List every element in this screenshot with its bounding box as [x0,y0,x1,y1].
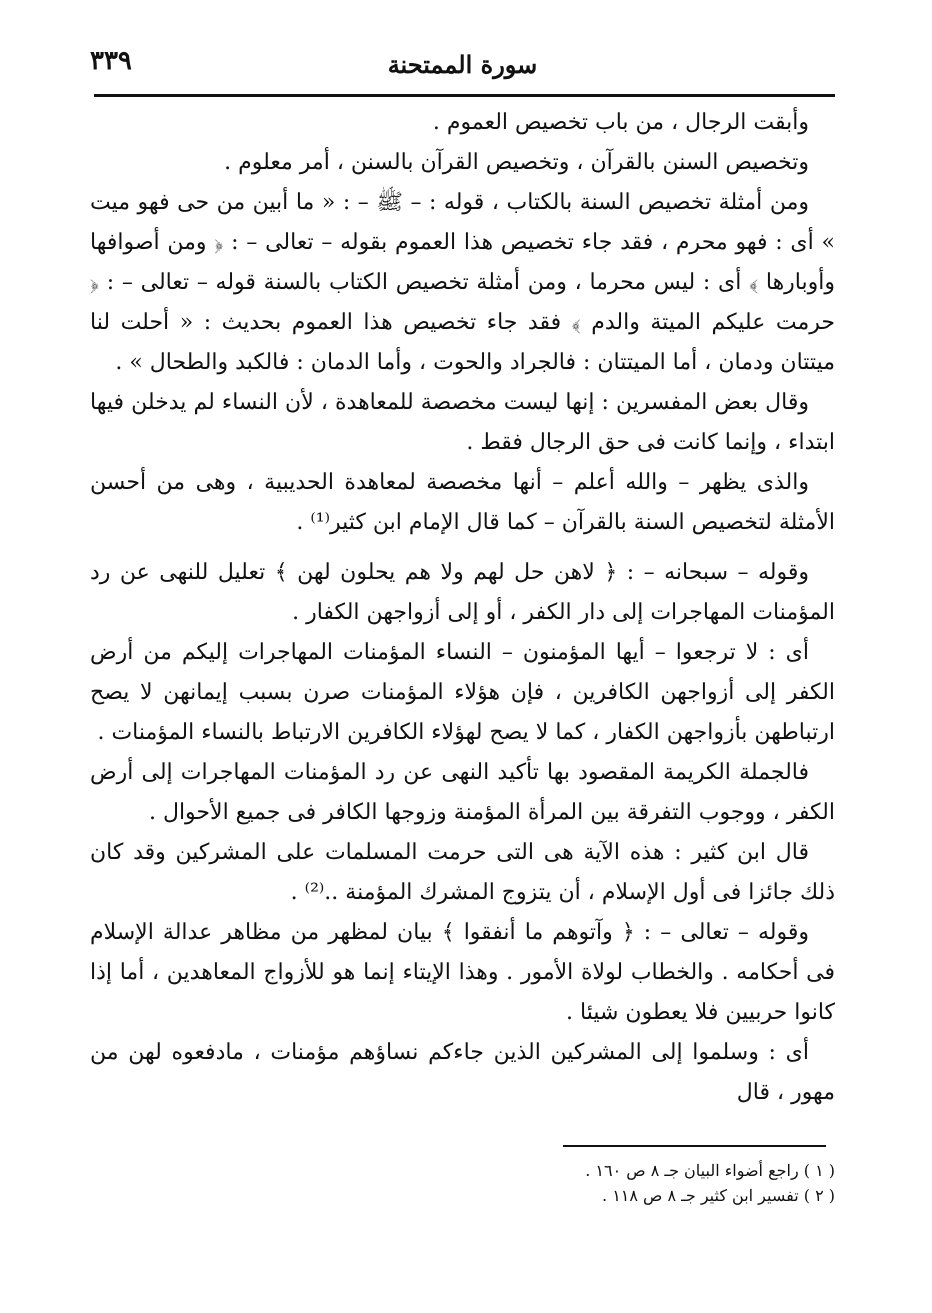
page-header [90,42,835,92]
paragraph: قال ابن كثير : هذه الآية هى التى حرمت المسلمات على المشركين وقد كان ذلك جائزا فى أول الإسلام ، أن يتزوج المشرك المؤمنة ..⁽²⁾ . [90,840,835,905]
paragraph: وأبقت الرجال ، من باب تخصيص العموم . [432,110,809,135]
paragraph: وقوله – تعالى – : ﴿ وآتوهم ما أنفقوا ﴾ بيان لمظهر من مظاهر عدالة الإسلام فى أحكامه . والخطاب لولاة الأمور . وهذا الإيتاء إنما هو للأزواج المعاهدين ، أما إذا كانوا حربيين فلا يعطون شيئا . [90,920,835,1025]
footnote-rule [563,1145,826,1147]
paragraph: والذى يظهر – والله أعلم – أنها مخصصة لمعاهدة الحديبية ، وهى من أحسن الأمثلة لتخصيص السنة بالقرآن – كما قال الإمام ابن كثير⁽¹⁾ . [90,470,835,535]
paragraph: أى : لا ترجعوا – أيها المؤمنون – النساء المؤمنات المهاجرات إليكم من أرض الكفر إلى أزواجهن الكافرين ، فإن هؤلاء المؤمنات صرن بسبب إيمانهن لا يصح ارتباطهن بأزواجهن الكفار ، كما لا يصح لهؤلاء الكافرين الارتباط بالنساء المؤمنات . [90,640,835,745]
paragraph: أى : وسلموا إلى المشركين الذين جاءكم نساؤهم مؤمنات ، مادفعوه لهن من مهور ، قال [90,1040,835,1105]
paragraph: فالجملة الكريمة المقصود بها تأكيد النهى عن رد المؤمنات المهاجرات إلى أرض الكفر ، ووجوب التفرقة بين المرأة المؤمنة وزوجها الكافر فى جميع الأحوال . [90,760,835,825]
header-rule [94,94,835,97]
page-number: ٣٣٩ [90,46,132,76]
footnotes [300,1158,835,1208]
surah-title: سورة الممتحنة [387,50,538,79]
paragraph: وقوله – سبحانه – : ﴿ لاهن حل لهم ولا هم يحلون لهن ﴾ تعليل للنهى عن رد المؤمنات المهاجرات إلى دار الكفر ، أو إلى أزواجهن الكفار . [90,560,835,625]
paragraph: وتخصيص السنن بالقرآن ، وتخصيص القرآن بالسنن ، أمر معلوم . [224,150,809,175]
body-text [90,103,835,1113]
footnote: ( ١ ) راجع أضواء البيان جـ ٨ ص ١٦٠ . [585,1161,835,1180]
paragraph: وقال بعض المفسرين : إنها ليست مخصصة للمعاهدة ، لأن النساء لم يدخلن فيها ابتداء ، وإنما كانت فى حق الرجال فقط . [90,390,835,455]
paragraph: ومن أمثلة تخصيص السنة بالكتاب ، قوله : – ﷺ – : « ما أبين من حى فهو ميت » أى : فهو محرم ، فقد جاء تخصيص هذا العموم بقوله – تعالى – : ﴿ ومن أصوافها وأوبارها ﴾ أى : ليس محرما ، ومن أمثلة تخصيص الكتاب بالسنة قوله – تعالى – : ﴿ حرمت عليكم الميتة والدم ﴾ فقد جاء تخصيص هذا العموم بحديث : « أحلت لنا ميتتان ودمان ، أما الميتتان : فالجراد والحوت ، وأما الدمان : فالكبد والطحال » . [90,190,835,375]
footnote: ( ٢ ) تفسير ابن كثير جـ ٨ ص ١١٨ . [602,1186,835,1205]
